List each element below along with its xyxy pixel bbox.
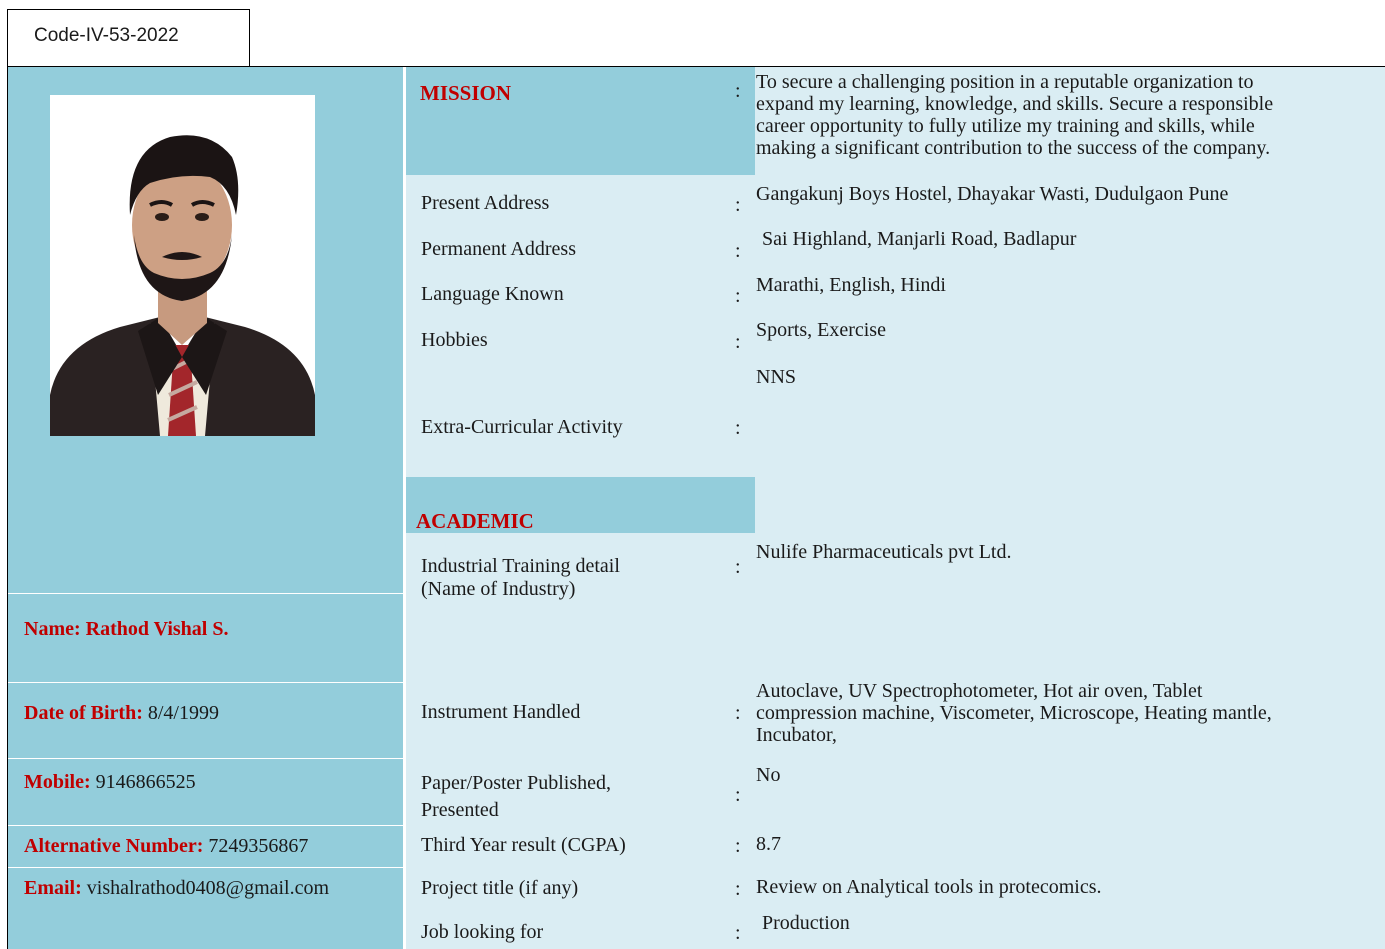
extra-curricular-label: Extra-Curricular Activity — [421, 416, 623, 438]
colon: : — [735, 784, 741, 806]
colon: : — [735, 80, 741, 102]
divider — [8, 825, 403, 826]
mobile-value: 9146866525 — [95, 771, 196, 793]
instrument-handled-label: Instrument Handled — [421, 701, 581, 723]
hobbies-value: Sports, Exercise — [756, 319, 886, 341]
permanent-address-label: Permanent Address — [421, 238, 576, 260]
colon: : — [735, 285, 741, 307]
colon: : — [735, 878, 741, 900]
colon: : — [735, 194, 741, 216]
paper-published-value: No — [756, 764, 781, 786]
mobile-field: Mobile: 9146866525 — [24, 771, 196, 793]
email-value: vishalrathod0408@gmail.com — [86, 877, 330, 899]
divider — [8, 682, 403, 683]
colon: : — [735, 835, 741, 857]
project-title-label: Project title (if any) — [421, 877, 579, 899]
hobbies-label: Hobbies — [421, 329, 488, 351]
present-address-label: Present Address — [421, 192, 550, 214]
colon: : — [735, 331, 741, 353]
divider — [8, 593, 403, 594]
person-portrait-icon — [50, 95, 315, 436]
industrial-training-value: Nulife Pharmaceuticals pvt Ltd. — [756, 541, 1012, 563]
profile-photo — [50, 95, 315, 436]
alternative-number-value: 7249356867 — [208, 835, 309, 857]
instrument-handled-value: Autoclave, UV Spectrophotometer, Hot air oven, Tablet compression machine, Viscometer, Microscope, Heating mantle, Incubator, — [756, 680, 1272, 746]
name-field: Name: Rathod Vishal S. — [24, 618, 229, 640]
dob-field: Date of Birth: 8/4/1999 — [24, 702, 219, 724]
mission-text: To secure a challenging position in a reputable organization to expand my learning, knowledge, and skills. Secure a responsible career opportunity to fully utilize my training and skills, while making a significant contribution to the success of the company. — [756, 71, 1274, 159]
name-value: Rathod Vishal S. — [85, 618, 229, 640]
dob-value: 8/4/1999 — [147, 702, 219, 724]
divider — [8, 758, 403, 759]
academic-heading: ACADEMIC — [416, 509, 534, 533]
industrial-training-label: Industrial Training detail (Name of Industry) — [421, 555, 620, 600]
present-address-value: Gangakunj Boys Hostel, Dhayakar Wasti, Dudulgaon Pune — [756, 183, 1229, 205]
third-year-result-value: 8.7 — [756, 833, 781, 855]
colon: : — [735, 922, 741, 944]
mission-heading: MISSION — [420, 81, 512, 105]
paper-published-label: Paper/Poster Published, Presented — [421, 772, 611, 821]
project-title-value: Review on Analytical tools in protecomics. — [756, 876, 1102, 898]
colon: : — [735, 556, 741, 578]
divider — [8, 867, 403, 868]
colon: : — [735, 702, 741, 724]
language-known-label: Language Known — [421, 283, 564, 305]
permanent-address-value: Sai Highland, Manjarli Road, Badlapur — [762, 228, 1077, 250]
job-looking-for-value: Production — [762, 912, 850, 934]
document-code: Code-IV-53-2022 — [7, 9, 250, 66]
colon: : — [735, 417, 741, 439]
alternative-number-field: Alternative Number: 7249356867 — [24, 835, 309, 857]
language-known-value: Marathi, English, Hindi — [756, 274, 946, 296]
third-year-result-label: Third Year result (CGPA) — [421, 834, 626, 856]
email-field: Email: vishalrathod0408@gmail.com — [24, 877, 330, 899]
colon: : — [735, 240, 741, 262]
extra-curricular-value: NNS — [756, 366, 797, 388]
job-looking-for-label: Job looking for — [421, 921, 544, 943]
